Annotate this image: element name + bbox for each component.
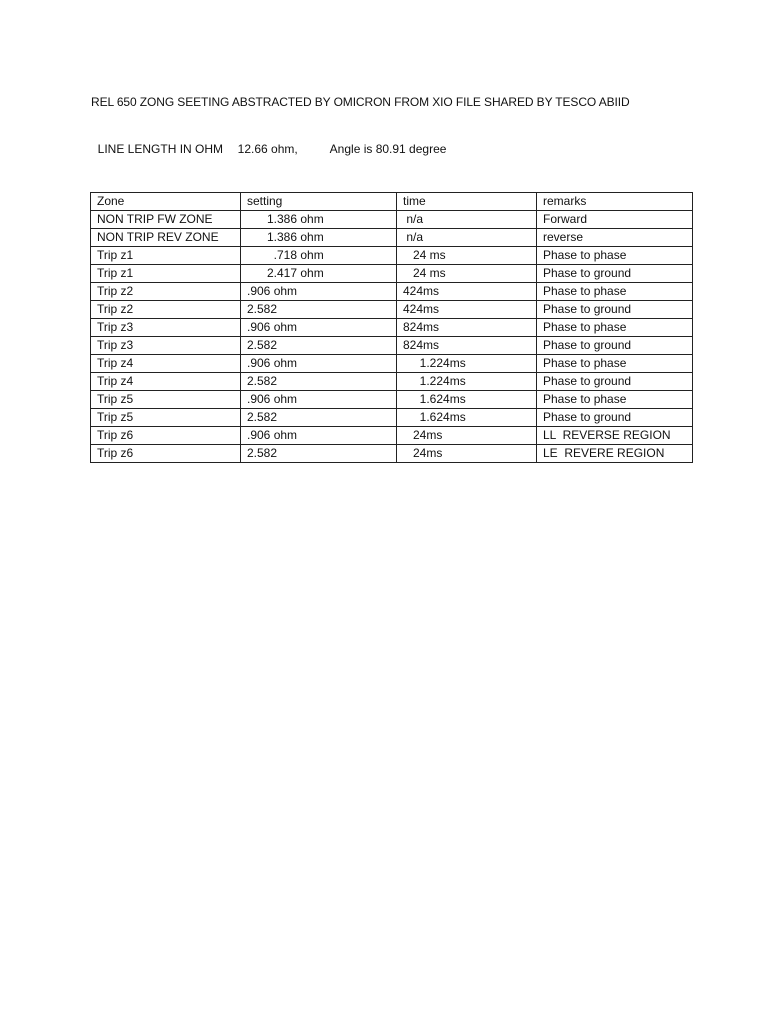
cell-setting: 2.582	[241, 409, 397, 427]
cell-remarks: Phase to ground	[537, 301, 693, 319]
cell-zone: Trip z6	[91, 445, 241, 463]
cell-remarks: Phase to phase	[537, 391, 693, 409]
cell-setting: 2.582	[241, 337, 397, 355]
table-row	[91, 247, 693, 265]
table-header-row	[91, 193, 693, 211]
table-row	[91, 409, 693, 427]
cell-setting: 2.582	[241, 373, 397, 391]
cell-time: 424ms	[397, 283, 537, 301]
table-row	[91, 301, 693, 319]
cell-remarks: Phase to ground	[537, 373, 693, 391]
cell-setting: .906 ohm	[241, 283, 397, 301]
table-row	[91, 337, 693, 355]
cell-time: 1.224ms	[397, 355, 537, 373]
cell-time: 824ms	[397, 337, 537, 355]
cell-zone: Trip z4	[91, 373, 241, 391]
table-row	[91, 283, 693, 301]
header-setting: setting	[241, 193, 397, 211]
header-zone: Zone	[91, 193, 241, 211]
line-length-label: LINE LENGTH IN OHM	[97, 142, 224, 156]
cell-zone: Trip z6	[91, 427, 241, 445]
cell-setting: .718 ohm	[241, 247, 397, 265]
line-angle: Angle is 80.91 degree	[329, 142, 447, 156]
table-row	[91, 211, 693, 229]
cell-zone: Trip z1	[91, 265, 241, 283]
cell-time: 24 ms	[397, 247, 537, 265]
cell-remarks: LL REVERSE REGION	[537, 427, 693, 445]
table-row	[91, 265, 693, 283]
cell-time: 24 ms	[397, 265, 537, 283]
table-row	[91, 229, 693, 247]
cell-setting: .906 ohm	[241, 391, 397, 409]
table-row	[91, 445, 693, 463]
table-body	[91, 211, 693, 463]
cell-setting: .906 ohm	[241, 355, 397, 373]
cell-time: 824ms	[397, 319, 537, 337]
table-row	[91, 427, 693, 445]
zone-settings-table	[90, 192, 693, 463]
cell-zone: Trip z5	[91, 409, 241, 427]
cell-time: 24ms	[397, 427, 537, 445]
cell-zone: Trip z3	[91, 337, 241, 355]
table-row	[91, 319, 693, 337]
document-title: REL 650 ZONG SEETING ABSTRACTED BY OMICRON FROM XIO FILE SHARED BY TESCO ABIID	[91, 95, 630, 109]
cell-zone: NON TRIP REV ZONE	[91, 229, 241, 247]
cell-setting: 2.582	[241, 445, 397, 463]
cell-remarks: reverse	[537, 229, 693, 247]
cell-time: 24ms	[397, 445, 537, 463]
cell-setting: 1.386 ohm	[241, 229, 397, 247]
cell-zone: Trip z2	[91, 301, 241, 319]
cell-remarks: Phase to phase	[537, 283, 693, 301]
cell-time: 1.624ms	[397, 409, 537, 427]
cell-zone: Trip z5	[91, 391, 241, 409]
cell-setting: 2.417 ohm	[241, 265, 397, 283]
cell-setting: 1.386 ohm	[241, 211, 397, 229]
cell-remarks: Phase to ground	[537, 337, 693, 355]
cell-zone: Trip z3	[91, 319, 241, 337]
cell-time: n/a	[397, 211, 537, 229]
header-remarks: remarks	[537, 193, 693, 211]
cell-time: n/a	[397, 229, 537, 247]
cell-zone: Trip z4	[91, 355, 241, 373]
table-row	[91, 355, 693, 373]
cell-zone: Trip z2	[91, 283, 241, 301]
header-time: time	[397, 193, 537, 211]
cell-remarks: Phase to phase	[537, 247, 693, 265]
cell-remarks: Phase to ground	[537, 409, 693, 427]
cell-remarks: LE REVERE REGION	[537, 445, 693, 463]
cell-setting: .906 ohm	[241, 427, 397, 445]
cell-remarks: Forward	[537, 211, 693, 229]
cell-remarks: Phase to phase	[537, 319, 693, 337]
cell-time: 424ms	[397, 301, 537, 319]
cell-zone: NON TRIP FW ZONE	[91, 211, 241, 229]
line-length-value: 12.66 ohm,	[237, 142, 298, 156]
table-row	[91, 391, 693, 409]
line-length-line	[91, 128, 446, 156]
cell-remarks: Phase to ground	[537, 265, 693, 283]
cell-setting: 2.582	[241, 301, 397, 319]
cell-time: 1.624ms	[397, 391, 537, 409]
cell-remarks: Phase to phase	[537, 355, 693, 373]
cell-time: 1.224ms	[397, 373, 537, 391]
cell-zone: Trip z1	[91, 247, 241, 265]
table-row	[91, 373, 693, 391]
cell-setting: .906 ohm	[241, 319, 397, 337]
